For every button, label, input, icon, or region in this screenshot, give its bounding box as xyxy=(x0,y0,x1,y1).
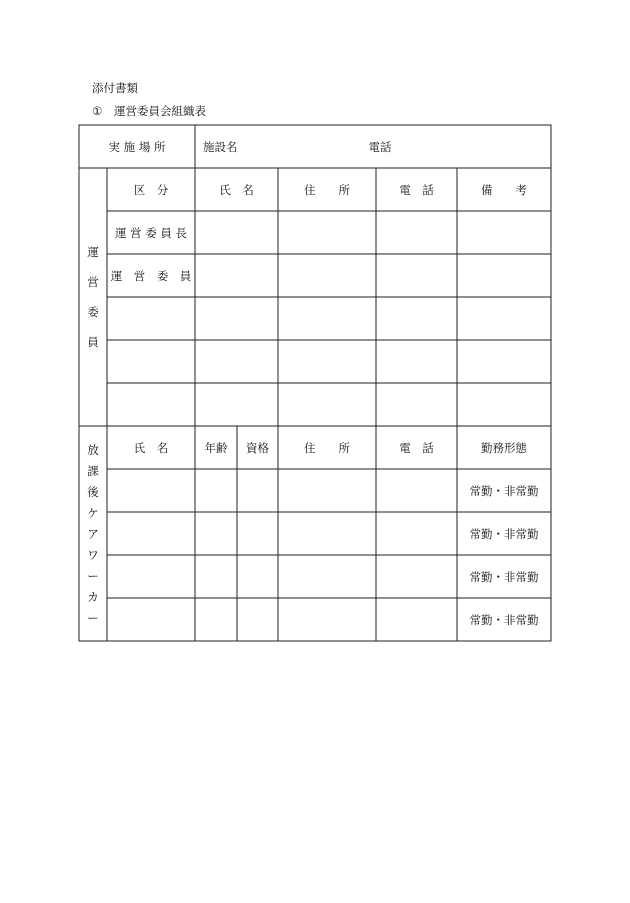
committee-header-phone: 電 話 xyxy=(399,182,434,197)
workers-header-age: 年齢 xyxy=(204,440,228,455)
employment-type-cell: 常勤・非常勤 xyxy=(469,483,539,498)
committee-header-name: 氏 名 xyxy=(219,182,254,197)
committee-label-char: 運 xyxy=(87,245,99,259)
workers-label-char: 放 xyxy=(87,442,99,457)
workers-label-char: ケ xyxy=(87,505,99,520)
committee-label-char: 営 xyxy=(87,275,99,289)
form-title: 運営委員会組織表 xyxy=(114,104,206,118)
workers-label-char: ワ xyxy=(87,547,99,562)
phone-label: 電話 xyxy=(368,139,392,154)
employment-type-cell: 常勤・非常勤 xyxy=(469,612,539,627)
workers-header-qualification: 資格 xyxy=(246,440,269,455)
facility-name-label: 施設名 xyxy=(203,139,238,154)
workers-header-name: 氏 名 xyxy=(133,440,169,455)
attachment-label: 添付書類 xyxy=(92,81,138,95)
location-label: 実 施 場 所 xyxy=(108,139,166,154)
workers-label-char: 後 xyxy=(87,484,99,499)
workers-label-char: ー xyxy=(87,610,99,625)
workers-label-char: ー xyxy=(87,568,99,583)
committee-role-chair: 運 営 委 員 長 xyxy=(114,225,188,240)
workers-header-phone: 電 話 xyxy=(399,440,434,455)
committee-header-address: 住 所 xyxy=(304,182,350,197)
committee-label-char: 委 xyxy=(87,305,99,319)
workers-label-char: 課 xyxy=(87,463,99,478)
workers-label-char: ア xyxy=(87,526,99,541)
employment-type-cell: 常勤・非常勤 xyxy=(469,526,539,541)
committee-label-char: 員 xyxy=(87,335,99,349)
committee-role-member: 運 営 委 員 xyxy=(110,268,192,283)
workers-header-address: 住 所 xyxy=(304,440,350,455)
workers-header-employment: 勤務形態 xyxy=(481,440,527,455)
workers-section-label xyxy=(79,426,107,641)
workers-label-char: カ xyxy=(87,589,99,604)
item-number: ① xyxy=(92,104,103,118)
committee-header-remarks: 備 考 xyxy=(481,182,527,197)
committee-header-category: 区 分 xyxy=(133,182,169,197)
employment-type-cell: 常勤・非常勤 xyxy=(469,569,539,584)
committee-section-label xyxy=(79,168,107,426)
